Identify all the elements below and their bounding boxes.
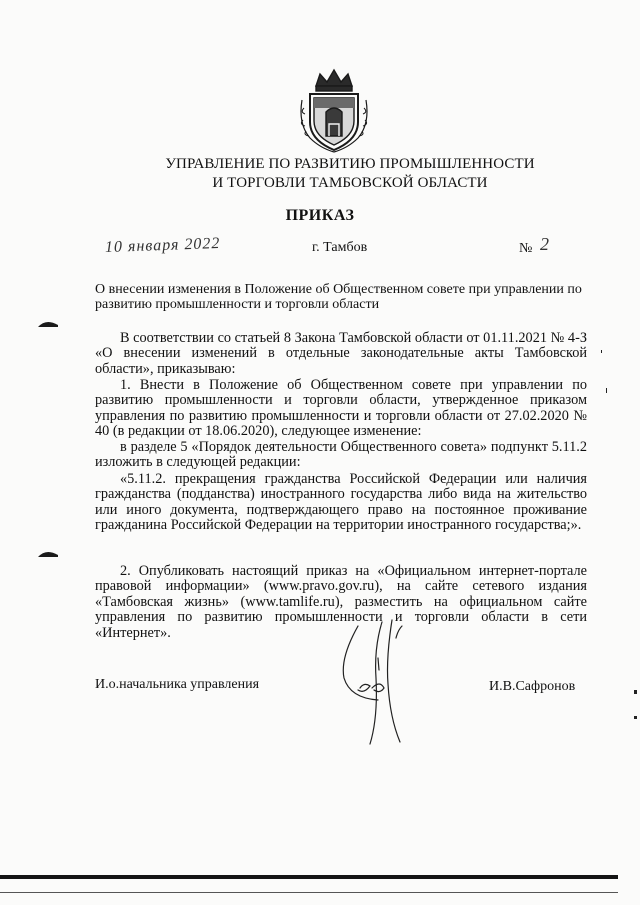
scan-mark-icon: [36, 318, 60, 328]
scan-edge-mark: [634, 690, 637, 694]
handwritten-date: 10 января 2022: [104, 234, 221, 257]
paragraph-item-1: 1. Внести в Положение об Общественном совете при управлении по развитию промышленности и торговли области, утвержденное приказом управления по развитию промышленности и торговли области от 27.02.2020 № 40 (в редакции от 18.06.2020), следующее изменение:: [95, 377, 587, 440]
scan-bottom-bar: [0, 875, 618, 879]
org-name-line1: УПРАВЛЕНИЕ ПО РАЗВИТИЮ ПРОМЫШЛЕННОСТИ: [165, 156, 535, 172]
city-label: г. Тамбов: [312, 240, 368, 255]
paragraph-preamble: В соответствии со статьей 8 Закона Тамбовской области от 01.11.2021 № 4-З «О внесении изменений в отдельные законодательные акты Тамбовской области», приказываю:: [95, 330, 587, 377]
number-label: №: [519, 241, 533, 256]
paragraph-section-5: в разделе 5 «Порядок деятельности Общественного совета» подпункт 5.11.2 изложить в следующей редакции:: [95, 439, 587, 471]
handwritten-signature-icon: [330, 618, 440, 748]
scan-edge-mark: [634, 716, 637, 719]
paragraph-clause-5-11-2: «5.11.2. прекращения гражданства Российской Федерации или наличия гражданства (подданства) иностранного государства либо вида на жительство или иного документа, подтверждающего право на постоянное проживание гражданина Российской Федерации на территории иностранного государства;».: [95, 471, 587, 534]
order-subject: О внесении изменения в Положение об Общественном совете при управлении по развитию промышленности и торговли области: [95, 282, 582, 312]
scan-mark-icon: [36, 548, 60, 558]
handwritten-number: 2: [540, 234, 549, 254]
org-name-line2: И ТОРГОВЛИ ТАМБОВСКОЙ ОБЛАСТИ: [212, 175, 488, 191]
scan-edge-mark: [606, 388, 607, 393]
signatory-name: И.В.Сафронов: [489, 679, 576, 694]
document-type-title: ПРИКАЗ: [285, 207, 355, 224]
scan-bottom-line: [0, 892, 618, 893]
tambov-coat-of-arms-icon: [296, 64, 372, 154]
signatory-position: И.о.начальника управления: [95, 677, 260, 692]
scan-edge-mark: [601, 350, 602, 353]
paragraph-item-2: 2. Опубликовать настоящий приказ на «Официальном интернет-портале правовой информации» (www.pravo.gov.ru), на сайте сетевого издания «Тамбовская жизнь» (www.tamlife.ru), разместить на официальном сайте управления по развитию промышленности и торговли области в сети «Интернет».: [95, 563, 587, 641]
